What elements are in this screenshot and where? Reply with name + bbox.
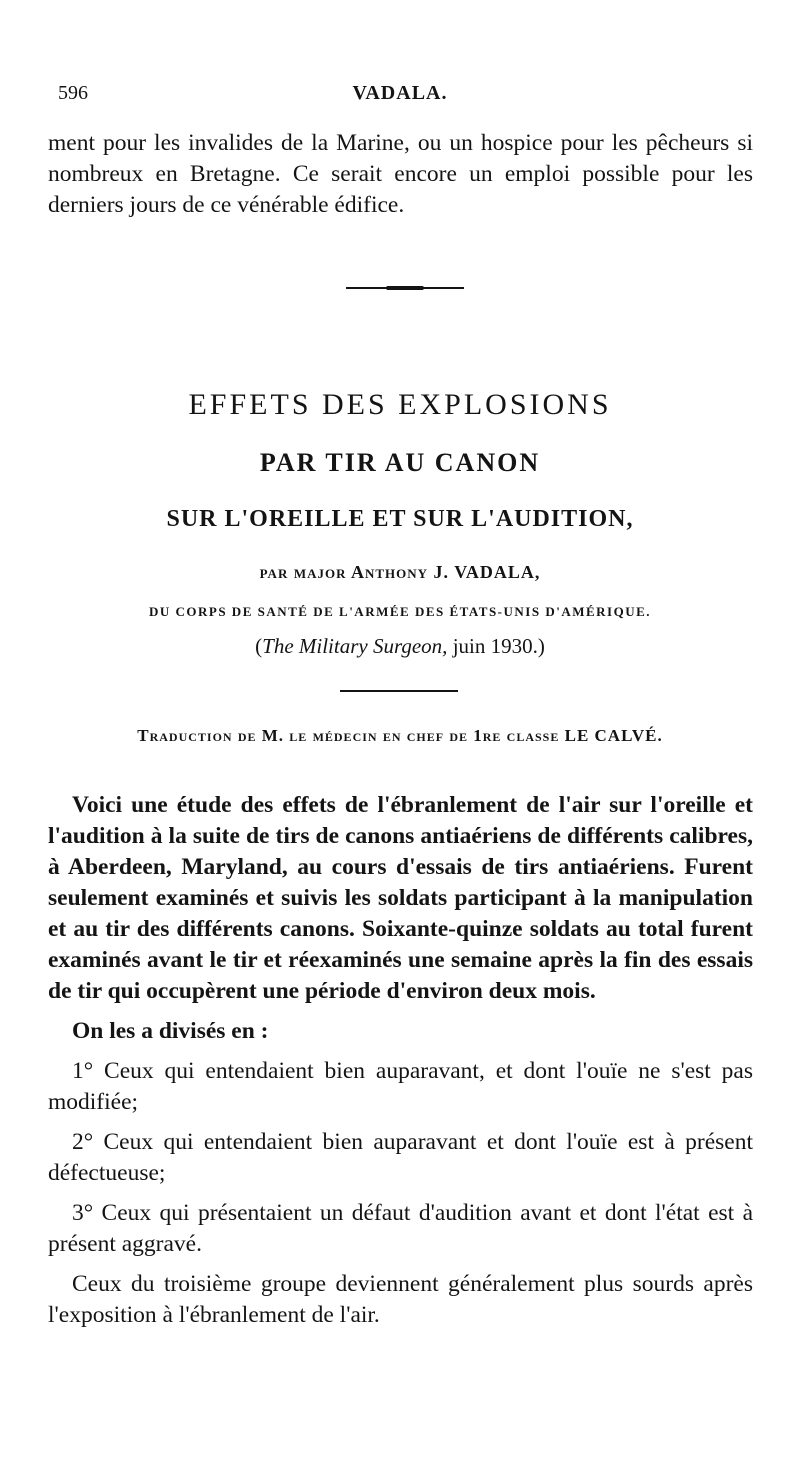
source-journal: The Military Surgeon, (262, 634, 448, 658)
source-citation (0, 634, 800, 659)
list-item-3: 3° Ceux qui présentaient un défaut d'audition avant et dont l'état est à présent aggravé. (48, 1200, 753, 1257)
running-head: VADALA. (352, 82, 448, 104)
ornamental-rule (346, 287, 464, 289)
source-date: juin 1930.) (447, 634, 545, 658)
article-title-line-1: EFFETS DES EXPLOSIONS (188, 388, 612, 421)
page-header (58, 82, 742, 112)
page-number: 596 (58, 82, 88, 104)
continuation-text: ment pour les invalides de la Marine, ou un hospice pour les pêcheurs si nombreux en Bretagne. Ce serait encore un emploi possible pour les derniers jours de ce vénérable édifice. (48, 130, 753, 218)
body-paragraph: On les a divisés en : (72, 1018, 269, 1044)
list-item-1: 1° Ceux qui entendaient bien auparavant, et dont l'ouïe ne s'est pas modifiée; (48, 1058, 753, 1115)
article-title-line-2: PAR TIR AU CANON (259, 448, 541, 477)
author-byline: par major Anthony J. VADALA, (259, 562, 541, 582)
list-item-2: 2° Ceux qui entendaient bien auparavant et dont l'ouïe est à présent défectueuse; (48, 1129, 753, 1186)
body-paragraph: Voici une étude des effets de l'ébranlement de l'air sur l'oreille et l'audition à la suite de tirs de canons antiaériens de différents calibres, à Aberdeen, Maryland, au cours d'essais de tirs antiaériens. Furent seulement examinés et suivis les soldats participant à la manipulation et au tir des différents canons. Soixante-quinze soldats au total furent examinés avant le tir et réexaminés une semaine après la fin des essais de tir qui occupèrent une période d'environ deux mois. (48, 792, 753, 1004)
translation-credit: Traduction de M. le médecin en chef de 1re classe LE CALVÉ. (137, 726, 663, 745)
continuation-paragraph (48, 128, 753, 221)
section-rule (340, 690, 458, 692)
article-body (48, 790, 753, 1340)
author-affiliation: DU CORPS DE SANTÉ DE L'ARMÉE DES ÉTATS-UNIS D'AMÉRIQUE. (148, 604, 652, 619)
article-title-line-3: SUR L'OREILLE ET SUR L'AUDITION, (166, 506, 634, 532)
source-open-paren: ( (255, 634, 263, 658)
body-paragraph: Ceux du troisième groupe deviennent généralement plus sourds après l'exposition à l'ébranlement de l'air. (48, 1271, 753, 1328)
